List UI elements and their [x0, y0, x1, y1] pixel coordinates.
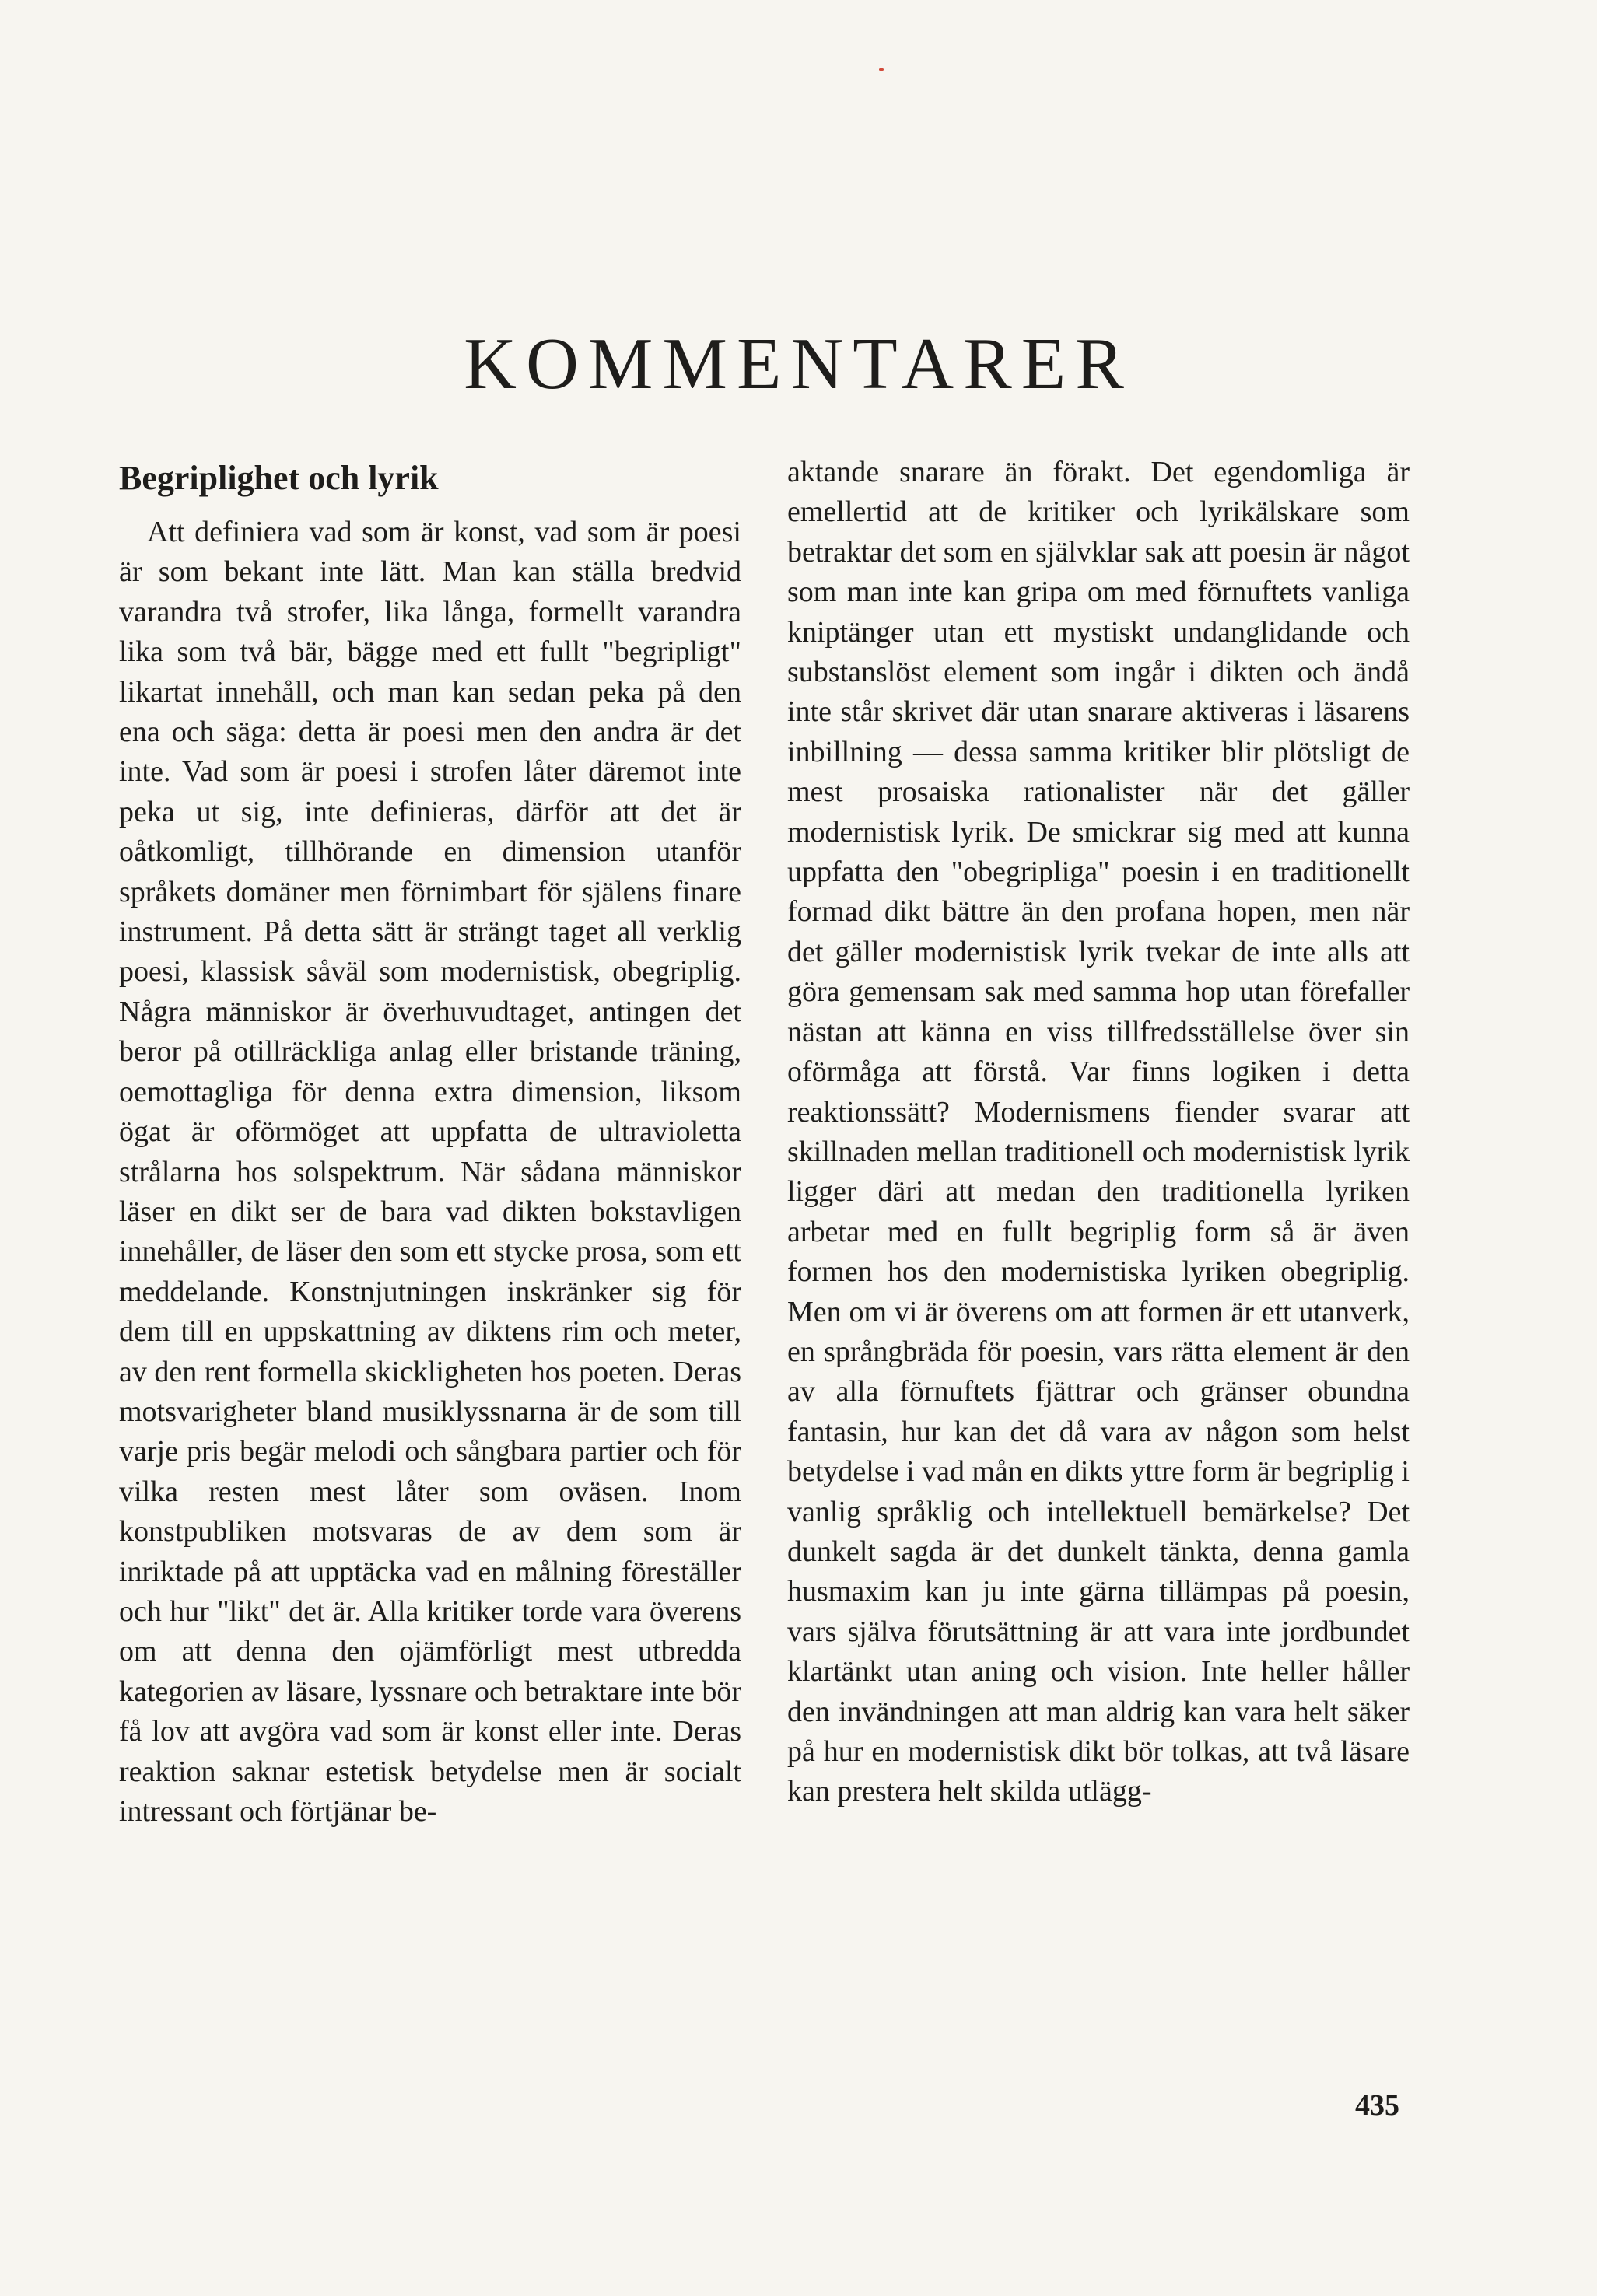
- right-column-text: aktande snarare än förakt. Det egendomliga är emellertid att de kritiker och lyrikälskare som betraktar det som en självklar sak att poesin är något som man inte kan gripa om med förnuftets vanliga kniptänger utan ett mystiskt undanglidande och substanslöst element som ingår i dikten och ändå inte står skrivet där utan snarare aktiveras i läsarens inbillning — dessa samma kritiker blir plötsligt de mest prosaiska rationalister när det gäller modernistisk lyrik. De smickrar sig med att kunna uppfatta den "obegripliga" poesin i en traditionellt formad dikt bättre än den profana hopen, men när det gäller modernistisk lyrik tvekar de inte alls att göra gemensam sak med samma hop utan förefaller nästan att känna en viss tillfredsställelse över sin oförmåga att förstå. Var finns logiken i detta reaktionssätt? Modernismens fiender svarar att skillnaden mellan traditionell och modernistisk lyrik ligger däri att medan den traditionella lyriken arbetar med en fullt begriplig form så är även formen hos den modernistiska lyriken obegriplig. Men om vi är överens om att formen är ett utanverk, en språngbräda för poesin, vars rätta element är den av alla förnuftets fjättrar och gränser obundna fantasin, hur kan det då vara av någon som helst betydelse i vad mån en dikts yttre form är begriplig i vanlig språklig och intellektuell bemärkelse? Det dunkelt sagda är det dunkelt tänkta, denna gamla husmaxim kan ju inte gärna tillämpas på poesin, vars själva förutsättning är att vara inte jordbundet klartänkt utan aning och vision. Inte heller håller den invändningen att man aldrig kan vara helt säker på hur en modernistisk dikt bör tolkas, att två läsare kan prestera helt skilda utlägg-: [787, 456, 1410, 1808]
- article-heading: Begriplighet och lyrik: [119, 459, 439, 497]
- left-column-text: Att definiera vad som är konst, vad som är poesi är som bekant inte lätt. Man kan ställa bredvid varandra två strofer, lika långa, formellt varandra lika som två bär, bägge med ett fullt "begripligt" likartat innehåll, och man kan sedan peka på den ena och säga: detta är poesi men den andra är det inte. Vad som är poesi i strofen låter däremot inte peka ut sig, inte definieras, därför att det är oåtkomligt, tillhörande en dimension utanför språkets domäner men förnimbart för själens finare instrument. På detta sätt är strängt taget all verklig poesi, klassisk såväl som modernistisk, obegriplig. Några människor är överhuvudtaget, antingen det beror på otillräckliga anlag eller bristande träning, oemottagliga för denna extra dimension, liksom ögat är oförmöget att uppfatta de ultravioletta strålarna hos solspektrum. När sådana människor läser en dikt ser de bara vad dikten bokstavligen innehåller, de läser den som ett stycke prosa, som ett meddelande. Konstnjutningen inskränker sig för dem till en uppskattning av diktens rim och meter, av den rent formella skickligheten hos poeten. Deras motsvarigheter bland musiklyssnarna är de som till varje pris begär melodi och sångbara partier och för vilka resten mest låter som oväsen. Inom konstpubliken motsvaras de av dem som är inriktade på att upptäcka vad en målning föreställer och hur "likt" det är. Alla kritiker torde vara överens om att denna den ojämförligt mest utbredda kategorien av läsare, lyssnare och betraktare inte bör få lov att avgöra vad som är konst eller inte. Deras reaktion saknar estetisk betydelse men är socialt intressant och förtjänar be-: [119, 516, 741, 1828]
- ink-smudge: [879, 68, 884, 71]
- page-number: 435: [1355, 2089, 1399, 2122]
- page-title: KOMMENTARER: [464, 323, 1133, 404]
- left-column: [119, 455, 741, 1832]
- right-column: [787, 453, 1410, 1812]
